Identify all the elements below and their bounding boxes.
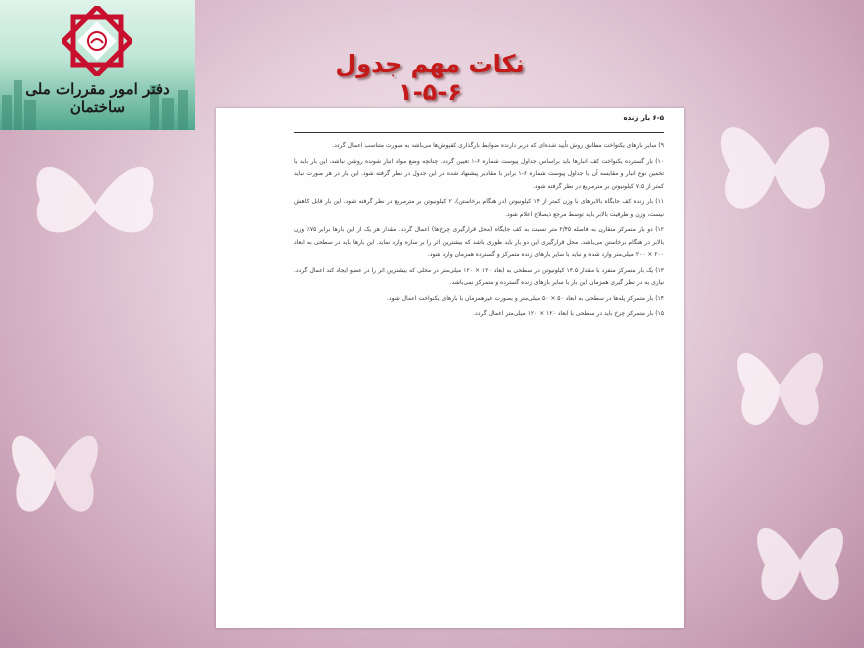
butterfly-decoration — [0, 400, 110, 540]
document-page — [216, 108, 684, 628]
butterfly-decoration — [20, 140, 170, 270]
note-item: ۱۲) دو بار متمرکز متقارن به فاصله ۲/۴۵ متر نسبت به کف جایگاه (محل قرارگیری چرخ‌ها) اعمال گردد. مقدار هر یک از این بارها برابر ۷۵٪ وزن بالابر در هنگام برخاستن می‌باشد. محل قرارگیری این دو بار باید طوری باشد که بیشترین اثر را بر سازه وارد نماید. این بارها باید در سطحی به ابعاد ۲۰۰ × ۲۰۰ میلی‌متر وارد شده و نباید با سایر بارهای زنده متمرکز و گسترده همزمان وارد شود. — [294, 226, 664, 258]
note-item: ۱۵) بار متمرکز چرخ باید در سطحی با ابعاد ۱۲۰ × ۱۲۰ میلی‌متر اعمال گردد. — [473, 310, 664, 317]
slide-title: نکات مهم جدول ۶-۵-۱ — [335, 50, 525, 106]
section-header: ۶-۵ بار زنده — [623, 114, 664, 122]
note-item: ۱۱) بار زنده کف جایگاه بالابرهای با وزن کمتر از ۱۴ کیلونیوتن (در هنگام برخاستن)، ۲ کیلونیوتن بر مترمربع در نظر گرفته شود. این بار قابل کاهش نیست، وزن و ظرفیت بالابر باید توسط مرجع ذیصلاح اعلام شود. — [294, 198, 665, 218]
butterfly-decoration — [745, 495, 855, 625]
butterfly-decoration — [705, 90, 845, 240]
note-item: ۹) سایر بارهای یکنواخت مطابق روش تأیید شده‌ای که دربر دارنده ضوابط بارگذاری کفپوش‌ها می‌باشد به صورت متناسب اعمال گردد. — [332, 142, 664, 149]
logo-panel — [0, 0, 195, 130]
note-item: ۱۰) بار گسترده یکنواخت کف انبارها باید براساس جداول پیوست شماره ۶-۱ تعیین گردد. چنانچه وضع مواد انبار شونده روشن نباشد، این بار باید با تخمین نوع انبار و مقایسه آن با جداول پیوست شماره ۶-۱ برابر با مقادیر پیشنهاد شده در این جدول در نظر گرفته شود. این بار در هر صورت نباید کمتر از ۷.۵ کیلونیوتن بر مترمربع در نظر گرفته شود. — [294, 157, 664, 190]
note-item: ۱۳) یک بار متمرکز منفرد با مقدار ۱۳.۵ کیلونیوتن در سطحی به ابعاد ۱۲۰ × ۱۲۰ میلی‌متر در محلی که بیشترین اثر را در عضو ایجاد کند اعمال گردد. نیازی به در نظر گیری همزمان این بار با سایر بارهای زنده گسترده و متمرکز نمی‌باشد. — [294, 266, 665, 286]
header-divider — [294, 132, 664, 133]
logo-caption: دفتر امور مقررات ملی ساختمان — [25, 80, 170, 116]
organization-logo-icon — [62, 6, 132, 76]
butterfly-decoration — [725, 320, 835, 450]
note-item: ۱۴) بار متمرکز پله‌ها در سطحی به ابعاد ۵۰ × ۵۰ میلی‌متر و بصورت غیرهمزمان با بارهای یکنواخت اعمال شود. — [387, 294, 664, 302]
notes-list — [294, 140, 664, 324]
